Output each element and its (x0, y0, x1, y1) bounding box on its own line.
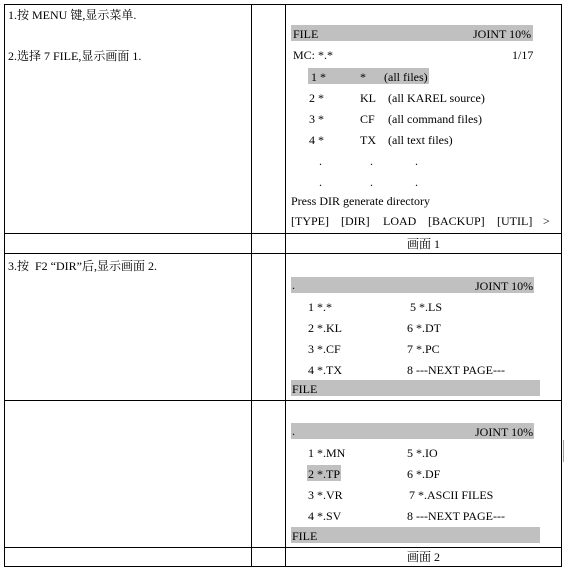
softkey-next[interactable]: > (543, 214, 550, 228)
screen1-ellipsis: . (370, 175, 373, 189)
screen2b-header-right: JOINT 10% (475, 425, 534, 439)
screen1-row-desc[interactable]: (all text files) (388, 133, 453, 147)
screen1-row-ext[interactable]: CF (360, 112, 375, 126)
screen2a-header-left: . (292, 278, 295, 292)
screen2a-item[interactable]: 5 *.LS (410, 300, 443, 314)
step-1-text: 1.按 MENU 键,显示菜单. (8, 8, 137, 22)
step-3-text: 3.按 F2 “DIR”后,显示画面 2. (8, 259, 157, 273)
screen2b-item[interactable]: 6 *.DF (407, 467, 441, 481)
softkey-backup[interactable]: [BACKUP] (428, 214, 485, 228)
softkey-util[interactable]: [UTIL] (497, 214, 533, 228)
screen1-row-ext[interactable]: * (360, 70, 366, 84)
screen1-row-num[interactable]: 1 * (311, 70, 326, 84)
screen2b-item[interactable]: 8 ---NEXT PAGE--- (407, 509, 505, 523)
screen2b-item[interactable]: 7 *.ASCII FILES (409, 488, 494, 502)
screen2a-item[interactable]: 4 *.TX (308, 363, 342, 377)
screen2-caption: 画面 2 (406, 550, 440, 564)
screen1-ellipsis: . (319, 175, 322, 189)
screen1-caption: 画面 1 (406, 237, 440, 251)
screen1-row-desc[interactable]: (all files) (384, 70, 428, 84)
step-2-text: 2.选择 7 FILE,显示画面 1. (8, 49, 142, 63)
screen1-row-desc[interactable]: (all KAREL source) (388, 91, 485, 105)
screen2a-item[interactable]: 6 *.DT (407, 321, 441, 335)
screen2b-footer: FILE (292, 529, 318, 543)
screen2a-footer-bar (291, 380, 540, 396)
screen2b-footer-bar (291, 527, 540, 543)
screen1-row-num[interactable]: 4 * (309, 133, 324, 147)
screen2b-header-left: . (292, 424, 295, 438)
screen2b-item[interactable]: 2 *.TP (308, 467, 341, 481)
screen2a-item[interactable]: 2 *.KL (308, 321, 342, 335)
screen1-header-right: JOINT 10% (473, 27, 532, 41)
screen1-header-left: FILE (293, 27, 319, 41)
screen2b-item[interactable]: 4 *.SV (308, 509, 342, 523)
softkey-type[interactable]: [TYPE] (291, 214, 329, 228)
screen2a-header-right: JOINT 10% (475, 279, 534, 293)
screen1-row-num[interactable]: 3 * (309, 112, 324, 126)
softkey-dir[interactable]: [DIR] (341, 214, 370, 228)
screen2a-item[interactable]: 7 *.PC (407, 342, 440, 356)
screen1-row-ext[interactable]: TX (360, 133, 376, 147)
screen1-ellipsis: . (319, 154, 322, 168)
screen2a-footer: FILE (292, 382, 318, 396)
screen1-row-ext[interactable]: KL (360, 91, 376, 105)
edge-marker (563, 440, 564, 462)
screen2a-item[interactable]: 1 *.* (308, 300, 332, 314)
screen1-row-desc[interactable]: (all command files) (388, 112, 482, 126)
screen2a-item[interactable]: 8 ---NEXT PAGE--- (407, 363, 505, 377)
screen1-prompt: Press DIR generate directory (291, 194, 430, 208)
screen1-ellipsis: . (370, 154, 373, 168)
screen1-ellipsis: . (415, 154, 418, 168)
screen1-page-indicator: 1/17 (512, 48, 534, 62)
screen1-mc-label: MC: *.* (293, 48, 334, 62)
screen1-row-num[interactable]: 2 * (309, 91, 324, 105)
screen2b-item[interactable]: 1 *.MN (308, 446, 346, 460)
softkey-load[interactable]: LOAD (383, 214, 417, 228)
screen1-ellipsis: . (415, 175, 418, 189)
screen2b-item[interactable]: 5 *.IO (407, 446, 438, 460)
screen2a-item[interactable]: 3 *.CF (308, 342, 341, 356)
screen2b-item[interactable]: 3 *.VR (308, 488, 343, 502)
